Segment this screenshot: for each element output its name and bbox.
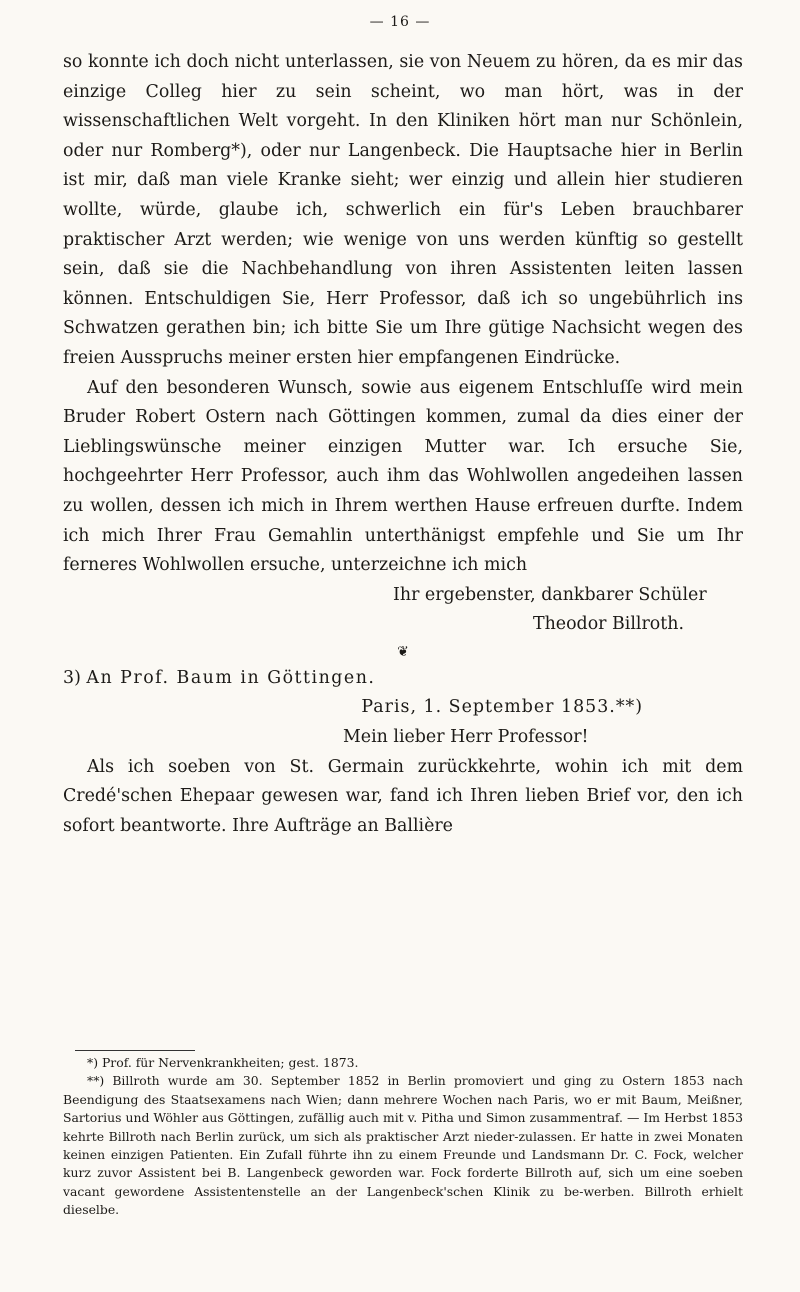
footnotes [63, 1054, 743, 1220]
closing: Ihr ergebenster, dankbarer Schüler [393, 584, 707, 605]
paragraph-2: Auf den besonderen Wunsch, sowie aus eigenem Entschluſſe wird mein Bruder Robert Ostern nach Göttingen kommen, zumal da dies einer der Lieblingswünsche meiner einzigen Mutter war. Ich ersuche Sie, hochgeehrter Herr Professor, auch ihm das Wohlwollen angedeihen lassen zu wollen, dessen ich mich in Ihrem werthen Hause erfreuen durfte. Indem ich mich Ihrer Frau Gemahlin unterthänigst empfehle und Sie um Ihr ferneres Wohlwollen ersuche, unterzeichne ich mich [63, 377, 743, 576]
heading-number: 3) [63, 667, 81, 688]
page-number: — 16 — [369, 14, 431, 30]
footnote-2: **) Billroth wurde am 30. September 1852 in Berlin promoviert und ging zu Ostern 1853 nach Beendigung des Staatsexamens nach Wien; dann mehrere Wochen nach Paris, wo er mit Baum, Meißner, Sartorius und Wöhler aus Göttingen, zufällig auch mit v. Pitha und Simon zusammentraf. — Im Herbst 1853 kehrte Billroth nach Berlin zurück, um sich als praktischer Arzt nieder-zulassen. Er hatte in zwei Monaten keinen einzigen Patienten. Ein Zufall führte ihn zu einem Freunde und Landsmann Dr. C. Fock, welcher kurz zuvor Assistent bei B. Langenbeck geworden war. Fock forderte Billroth auf, sich um eine soeben vacant gewordene Assistentenstelle an der Langenbeck'schen Klinik zu be-werben. Billroth erhielt dieselbe. [63, 1073, 743, 1218]
heading-title: An Prof. Baum in Göttingen. [86, 667, 376, 688]
ornament-icon: ❦ [397, 643, 409, 660]
letter-body [63, 48, 743, 841]
page-number-value: 16 [390, 14, 410, 30]
salutation: Mein lieber Herr Professor! [343, 727, 589, 748]
paragraph-1: so konnte ich doch nicht unterlassen, sie von Neuem zu hören, da es mir das einzige Colleg hier zu sein scheint, wo man hört, was in der wissenschaftlichen Welt vorgeht. In den Kliniken hört man nur Schönlein, oder nur Romberg*), oder nur Langenbeck. Die Hauptsache hier in Berlin ist mir, daß man viele Kranke sieht; wer einzig und allein hier studieren wollte, würde, glaube ich, schwerlich ein für's Leben brauchbarer praktischer Arzt werden; wie wenige von uns werden künftig so gestellt sein, daß sie die Nachbehandlung von ihren Assistenten leiten lassen können. Entschuldigen Sie, Herr Professor, daß ich so ungebührlich ins Schwatzen gerathen bin; ich bitte Sie um Ihre gütige Nachsicht wegen des freien Ausspruchs meiner ersten hier empfangenen Eindrücke. [63, 52, 743, 368]
footnote-divider [75, 1050, 195, 1051]
footnote-1: *) Prof. für Nervenkrankheiten; gest. 1873. [87, 1055, 359, 1070]
letter-heading [63, 664, 743, 694]
dateline: Paris, 1. September 1853.**) [361, 697, 643, 718]
paragraph-3: Als ich soeben von St. Germain zurückkehrte, wohin ich mit dem Credé'schen Ehepaar gewesen war, fand ich Ihren lieben Brief vor, den ich sofort beantworte. Ihre Aufträge an Ballière [63, 756, 743, 836]
signature: Theodor Billroth. [533, 614, 684, 635]
